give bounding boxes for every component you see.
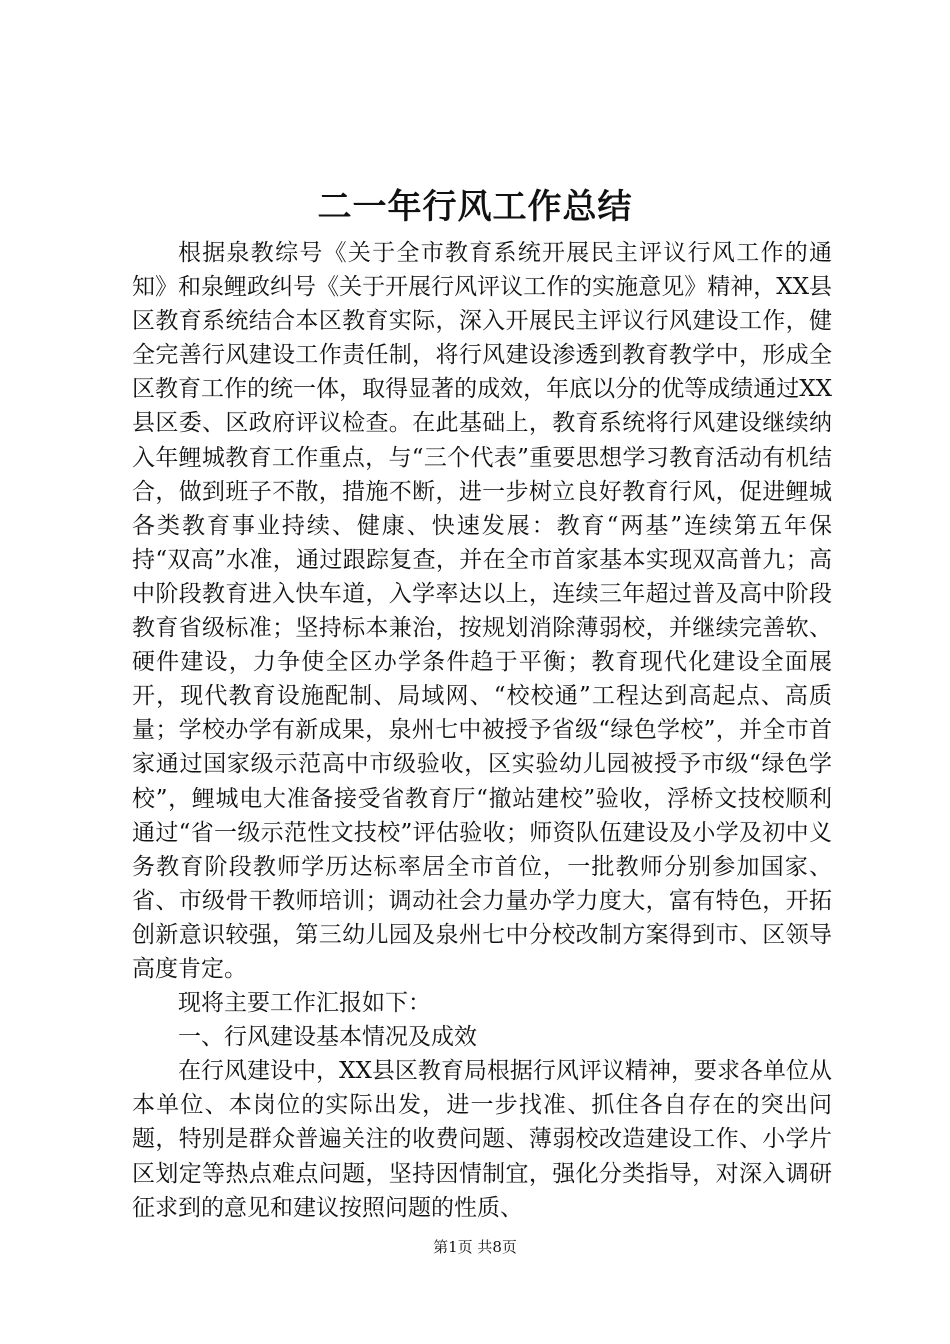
document-body bbox=[132, 236, 832, 1225]
page-number-footer: 第1页 共8页 bbox=[433, 1238, 517, 1256]
paragraph-section-1: 在行风建设中，XX县区教育局根据行风评议精神，要求各单位从本单位、本岗位的实际出发，进一步找准、抓住各自存在的突出问题，特别是群众普遍关注的收费问题、薄弱校改造建设工作、小学片区划定等热点难点问题，坚持因情制宜，强化分类指导，对深入调研征求到的意见和建议按照问题的性质、 bbox=[132, 1058, 832, 1221]
paragraph-intro: 根据泉教综号《关于全市教育系统开展民主评议行风工作的通知》和泉鲤政纠号《关于开展行风评议工作的实施意见》精神，XX县区教育系统结合本区教育实际，深入开展民主评议行风建设工作，健全完善行风建设工作责任制，将行风建设渗透到教育教学中，形成全区教育工作的统一体，取得显著的成效，年底以分的优等成绩通过XX县区委、区政府评议检查。在此基础上，教育系统将行风建设继续纳入年鲤城教育工作重点，与“三个代表”重要思想学习教育活动有机结合，做到班子不散，措施不断，进一步树立良好教育行风，促进鲤城各类教育事业持续、健康、快速发展：教育“两基”连续第五年保持“双高”水准，通过跟踪复查，并在全市首家基本实现双高普九；高中阶段教育进入快车道，入学率达以上，连续三年超过普及高中阶段教育省级标准；坚持标本兼治，按规划消除薄弱校，并继续完善软、硬件建设，力争使全区办学条件趋于平衡；教育现代化建设全面展开，现代教育设施配制、局域网、“校校通”工程达到高起点、高质量；学校办学有新成果，泉州七中被授予省级“绿色学校”，并全市首家通过国家级示范高中市级验收，区实验幼儿园被授予市级“绿色学校”，鲤城电大准备接受省教育厅“撤站建校”验收，浮桥文技校顺利通过“省一级示范性文技校”评估验收；师资队伍建设及小学及初中义务教育阶段教师学历达标率居全市首位，一批教师分别参加国家、省、市级骨干教师培训；调动社会力量办学力度大，富有特色，开拓创新意识较强，第三幼儿园及泉州七中分校改制方案得到市、区领导高度肯定。 bbox=[132, 240, 832, 982]
paragraph-report-lead: 现将主要工作汇报如下： bbox=[178, 990, 431, 1017]
section-heading-1: 一、行风建设基本情况及成效 bbox=[178, 1024, 477, 1051]
document-title: 二一年行风工作总结 bbox=[317, 187, 633, 227]
